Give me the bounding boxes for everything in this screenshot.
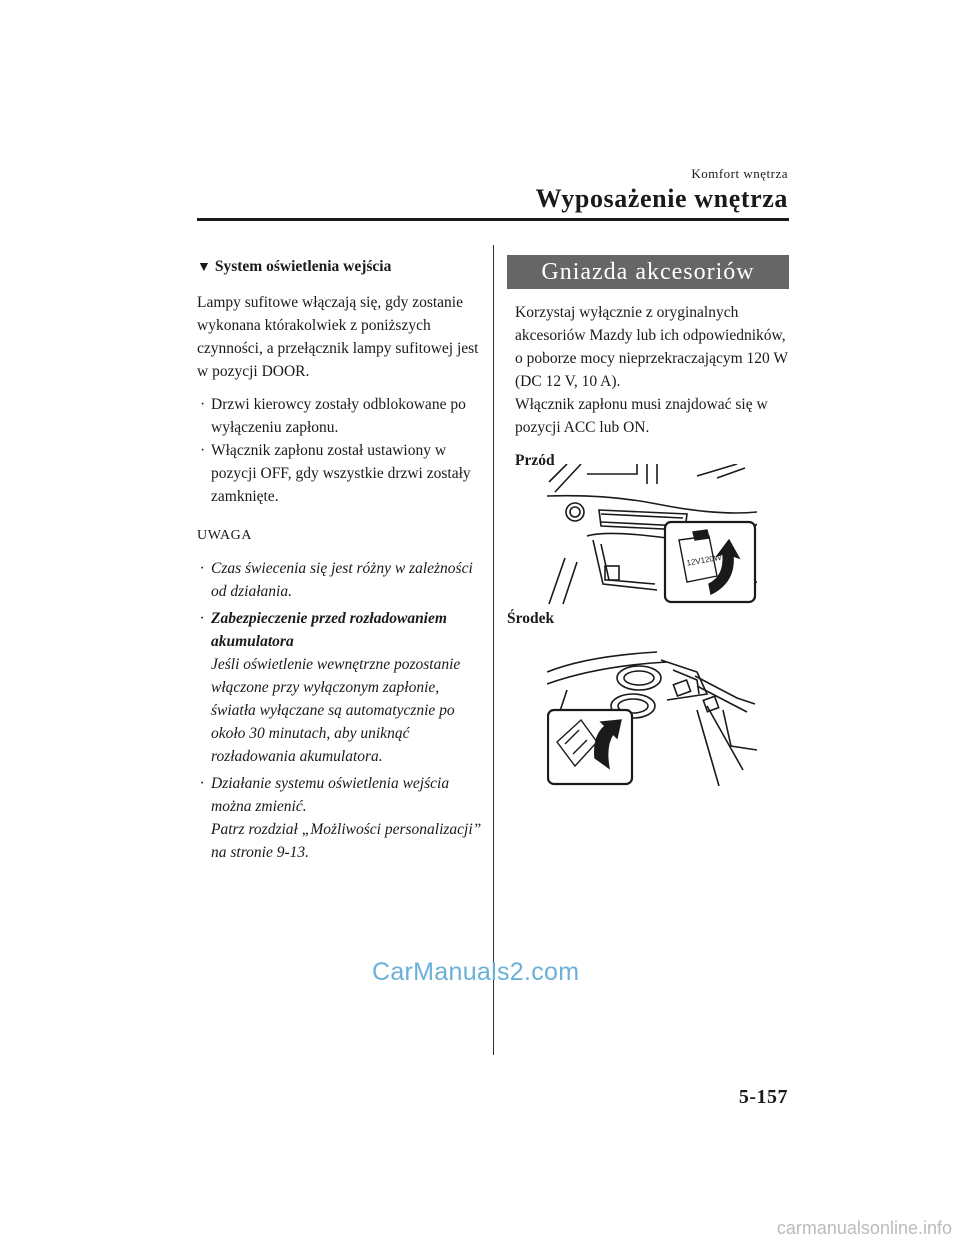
figure-label-front: Przód bbox=[515, 452, 555, 469]
paragraph: Korzystaj wyłącznie z oryginalnych akcesoriów Mazdy lub ich odpowiedników, o poborze mocy nieprzekraczającym 120 W (DC 12 V, 10 A). bbox=[515, 304, 788, 390]
bullet-dot: · bbox=[200, 442, 206, 459]
note-text: Działanie systemu oświetlenia wejścia można zmienić. bbox=[211, 775, 450, 815]
bullet-dot: · bbox=[200, 775, 204, 792]
section-heading bbox=[197, 255, 482, 279]
center-accessory-socket-illustration bbox=[547, 650, 757, 786]
column-divider bbox=[493, 245, 494, 1055]
footer-watermark: carmanualsonline.info bbox=[776, 1218, 952, 1238]
bullet-item bbox=[197, 439, 482, 508]
note-item bbox=[197, 607, 482, 768]
header-rule bbox=[197, 218, 789, 221]
header-subtitle: Komfort wnętrza bbox=[691, 166, 788, 181]
right-column bbox=[507, 255, 789, 472]
figure-label-center: Środek bbox=[507, 610, 555, 627]
header-title: Wyposażenie wnętrza bbox=[535, 184, 788, 213]
note-text: Jeśli oświetlenie wewnętrzne pozostanie włączone przy wyłączonym zapłonie, światła wyłączane są automatycznie po około 30 minutach, aby uniknąć rozładowania akumulatora. bbox=[211, 656, 461, 765]
note-reference: Patrz rozdział „Możliwości personalizacji” na stronie 9-13. bbox=[211, 821, 482, 861]
paragraph: Włącznik zapłonu musi znajdować się w pozycji ACC lub ON. bbox=[515, 396, 768, 436]
note-title: Zabezpieczenie przed rozładowaniem akumulatora bbox=[211, 610, 447, 650]
watermark-carmanuals: CarManuals2.com bbox=[372, 958, 580, 986]
bullet-dot: · bbox=[200, 610, 204, 627]
bullet-dot: · bbox=[200, 560, 204, 577]
front-accessory-socket-illustration bbox=[547, 464, 757, 606]
left-column bbox=[197, 255, 482, 864]
section-banner: Gniazda akcesoriów bbox=[507, 255, 789, 289]
bullet-text: Włącznik zapłonu został ustawiony w pozycji OFF, gdy wszystkie drzwi zostały zamknięte. bbox=[211, 442, 471, 505]
bullet-item bbox=[197, 393, 482, 439]
note-text: Czas świecenia się jest różny w zależności od działania. bbox=[211, 560, 473, 600]
bullet-dot: · bbox=[200, 396, 206, 413]
page-number: 5-157 bbox=[738, 1086, 788, 1108]
triangle-down-icon: ▼ bbox=[197, 260, 211, 275]
note-item bbox=[197, 557, 482, 603]
note-item bbox=[197, 772, 482, 864]
note-heading: UWAGA bbox=[197, 528, 253, 543]
socket-cap-label: 12V120W bbox=[685, 552, 723, 568]
bullet-text: Drzwi kierowcy zostały odblokowane po wyłączeniu zapłonu. bbox=[211, 396, 466, 436]
intro-paragraph: Lampy sufitowe włączają się, gdy zostanie wykonana którakolwiek z poniższych czynności, a przełącznik lampy sufitowej jest w pozycji DOOR. bbox=[197, 294, 479, 380]
section-title: System oświetlenia wejścia bbox=[214, 258, 392, 275]
